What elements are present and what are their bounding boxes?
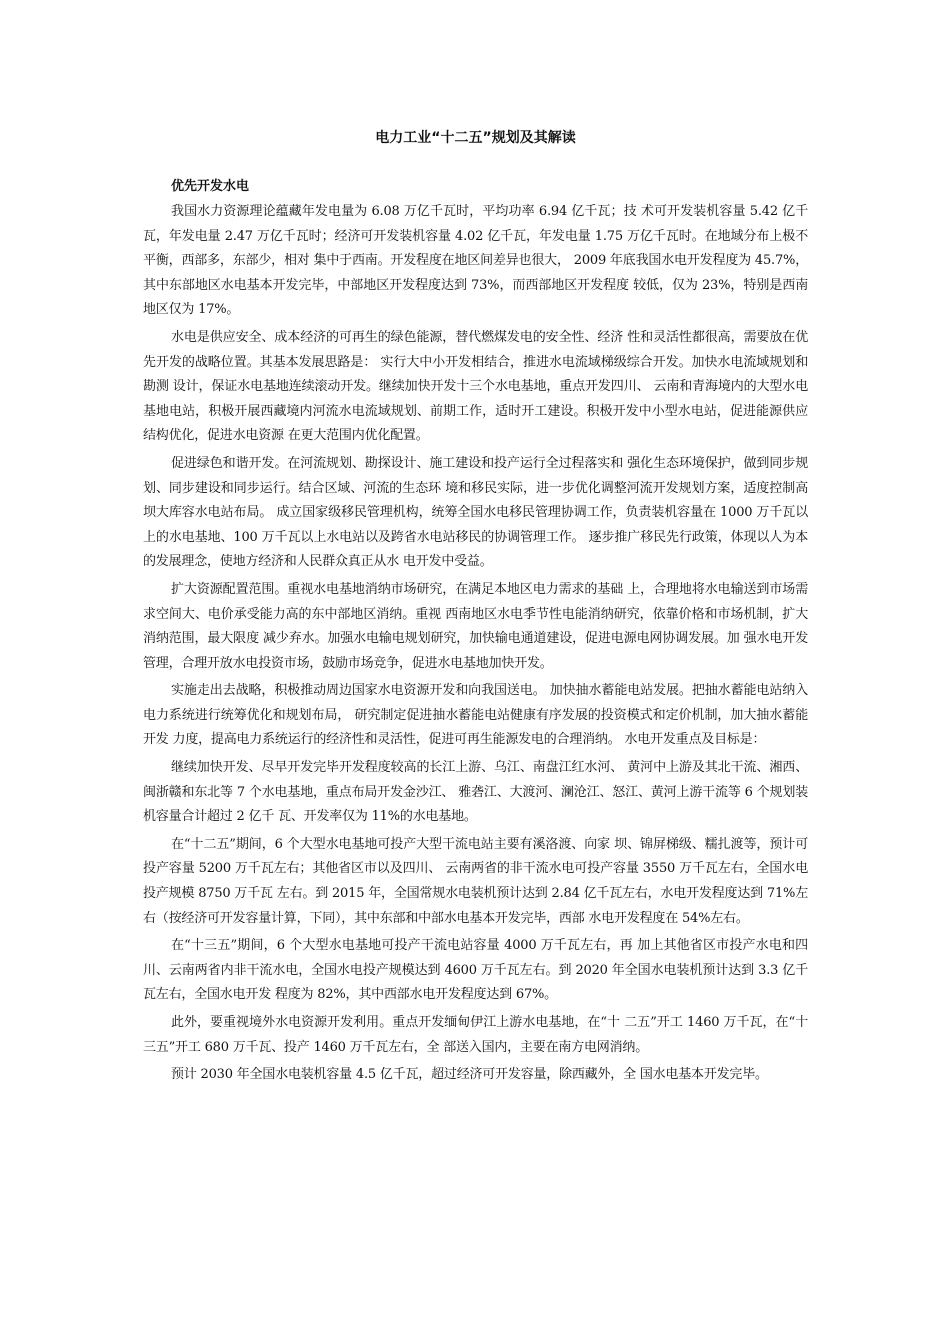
section-heading: 优先开发水电: [171, 179, 250, 194]
paragraph-overseas: 此外，要重视境外水电资源开发利用。重点开发缅甸伊江上游水电基地，在“十 二五”开工 1460 万千瓦，在“十三五”开工 680 万千瓦、投产 1460 万千瓦左右，全 部送入国内，主要在南方电网消纳。: [143, 1015, 808, 1055]
paragraph-key-bases: 继续加快开发、尽早开发完毕开发程度较高的长江上游、乌江、南盘江红水河、 黄河中上游及其北干流、湘西、闽浙赣和东北等 7 个水电基地，重点布局开发金沙江、 雅砻江、大渡河、澜沧江、怒江、黄河上游干流等 6 个规划装机容量合计超过 2 亿千 瓦、开发率仅为 11%的水电基地。: [143, 760, 808, 825]
paragraph-going-global: 实施走出去战略，积极推动周边国家水电资源开发和向我国送电。 加快抽水蓄能电站发展。把抽水蓄能电站纳入电力系统进行统筹优化和规划布局， 研究制定促进抽水蓄能电站健康有序发展的投资模式和定价机制，加大抽水蓄能开发 力度，提高电力系统运行的经济性和灵活性，促进可再生能源发电的合理消纳。 水电开发重点及目标是：: [143, 683, 808, 748]
paragraph-13th-plan: 在“十三五”期间，6 个大型水电基地可投产干流电站容量 4000 万千瓦左右，再 加上其他省区市投产水电和四川、云南两省内非干流水电，全国水电投产规模达到 4600 万千瓦左右。到 2020 年全国水电装机预计达到 3.3 亿千瓦左右，全国水电开发 程度为 82%，其中西部水电开发程度达到 67%。: [143, 938, 808, 1003]
paragraph-green-development: 促进绿色和谐开发。在河流规划、勘探设计、施工建设和投产运行全过程落实和 强化生态环境保护，做到同步规划、同步建设和同步运行。结合区域、河流的生态环 境和移民实际，进一步优化调整河流开发规划方案，适度控制高坝大库容水电站布局。 成立国家级移民管理机构，统筹全国水电移民管理协调工作，负责装机容量在 1000 万千瓦以上的水电基地、100 万千瓦以上水电站以及跨省水电站移民的协调管理工作。 逐步推广移民先行政策，体现以人为本的发展理念，使地方经济和人民群众真正从水 电开发中受益。: [143, 455, 808, 570]
paragraph-priority: 水电是供应安全、成本经济的可再生的绿色能源，替代燃煤发电的安全性、经济 性和灵活性都很高，需要放在优先开发的战略位置。其基本发展思路是： 实行大中小开发相结合，推进水电流域梯级综合开发。加快水电流域规划和勘测 设计，保证水电基地连续滚动开发。继续加快开发十三个水电基地，重点开发四川、 云南和青海境内的大型水电基地电站，积极开展西藏境内河流水电流域规划、前期工作，适时开工建设。积极开发中小型水电站，促进能源供应结构优化，促进水电资源 在更大范围内优化配置。: [143, 329, 808, 444]
document-body: [143, 200, 808, 1091]
paragraph-2030-outlook: 预计 2030 年全国水电装机容量 4.5 亿千瓦，超过经济可开发容量，除西藏外，全 国水电基本开发完毕。: [171, 1067, 768, 1083]
paragraph-resource-allocation: 扩大资源配置范围。重视水电基地消纳市场研究，在满足本地区电力需求的基础 上，合理地将水电输送到市场需求空间大、电价承受能力高的东中部地区消纳。重视 西南地区水电季节性电能消纳研究，依靠价格和市场机制，扩大消纳范围，最大限度 减少弃水。加强水电输电规划研究，加快输电通道建设，促进电源电网协调发展。加 强水电开发管理，合理开放水电投资市场，鼓励市场竞争，促进水电基地加快开发。: [143, 581, 808, 671]
paragraph-resources: 我国水力资源理论蕴藏年发电量为 6.08 万亿千瓦时，平均功率 6.94 亿千瓦；技 术可开发装机容量 5.42 亿千瓦，年发电量 2.47 万亿千瓦时；经济可开发装机容量 4.02 亿千瓦，年发电量 1.75 万亿千瓦时。在地域分布上极不平衡，西部多，东部少，相对 集中于西南。开发程度在地区间差异也很大， 2009 年底我国水电开发程度为 45.7%， 其中东部地区水电基本开发完毕，中部地区开发程度达到 73%，而西部地区开发程度 较低，仅为 23%，特别是西南地区仅为 17%。: [143, 204, 808, 318]
paragraph-12th-plan: 在“十二五”期间，6 个大型水电基地可投产大型干流电站主要有溪洛渡、向家 坝、锦屏梯级、糯扎渡等，预计可投产容量 5200 万千瓦左右；其他省区市以及四川、 云南两省的非干流水电可投产容量 3550 万千瓦左右，全国水电投产规模 8750 万千瓦 左右。到 2015 年，全国常规水电装机预计达到 2.84 亿千瓦左右，水电开发程度达到 71%左右（按经济可开发容量计算，下同），其中东部和中部水电基本开发完毕，西部 水电开发程度在 54%左右。: [143, 836, 808, 926]
document-title: 电力工业“十二五”规划及其解读: [375, 130, 576, 146]
